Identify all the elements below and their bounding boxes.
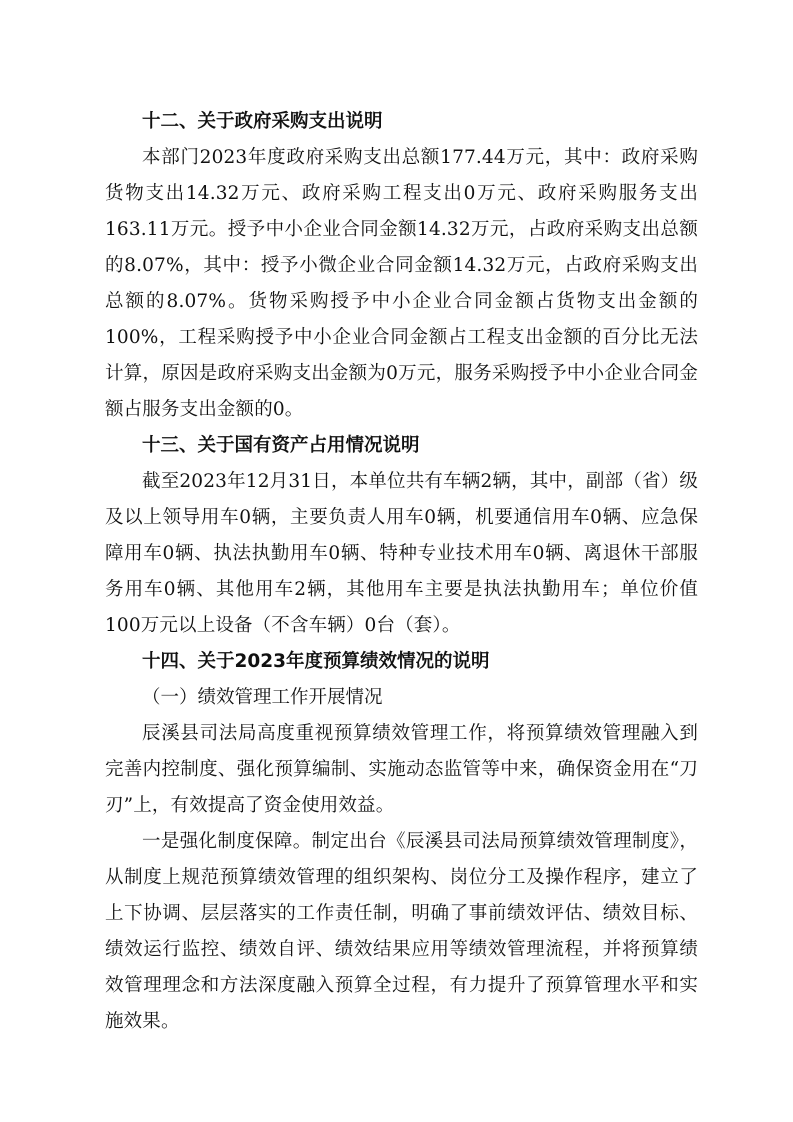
section-14-paragraph-1: 辰溪县司法局高度重视预算绩效管理工作，将预算绩效管理融入到完善内控制度、强化预算编制、实施动态监管等中来，确保资金用在“刀刃”上，有效提高了资金使用效益。 bbox=[105, 723, 698, 816]
section-12-paragraph: 本部门2023年度政府采购支出总额177.44万元，其中：政府采购货物支出14.32万元、政府采购工程支出0万元、政府采购服务支出163.11万元。授予中小企业合同金额14.32万元，占政府采购支出总额的8.07%，其中：授予小微企业合同金额14.32万元，占政府采购支出总额的8.07%。货物采购授予中小企业合同金额占货物支出金额的100%，工程采购授予中小企业合同金额占工程支出金额的百分比无法计算，原因是政府采购支出金额为0万元，服务采购授予中小企业合同金额占服务支出金额的0。 bbox=[105, 147, 698, 420]
section-14-subheading: （一）绩效管理工作开展情况 bbox=[142, 687, 383, 708]
section-14-paragraph-2: 一是强化制度保障。制定出台《辰溪县司法局预算绩效管理制度》，从制度上规范预算绩效管理的组织架构、岗位分工及操作程序，建立了上下协调、层层落实的工作责任制，明确了事前绩效评估、绩效目标、绩效运行监控、绩效自评、绩效结果应用等绩效管理流程，并将预算绩效管理理念和方法深度融入预算全过程，有力提升了预算管理水平和实施效果。 bbox=[105, 831, 698, 1032]
section-12-heading: 十二、关于政府采购支出说明 bbox=[142, 111, 383, 132]
section-13-heading: 十三、关于国有资产占用情况说明 bbox=[142, 435, 420, 456]
section-14-heading: 十四、关于2023年度预算绩效情况的说明 bbox=[142, 651, 490, 672]
section-13-paragraph: 截至2023年12月31日，本单位共有车辆2辆，其中，副部（省）级及以上领导用车0辆，主要负责人用车0辆，机要通信用车0辆、应急保障用车0辆、执法执勤用车0辆、特种专业技术用车0辆、离退休干部服务用车0辆、其他用车2辆，其他用车主要是执法执勤用车；单位价值100万元以上设备（不含车辆）0台（套）。 bbox=[105, 471, 698, 636]
document-body bbox=[105, 104, 698, 1040]
